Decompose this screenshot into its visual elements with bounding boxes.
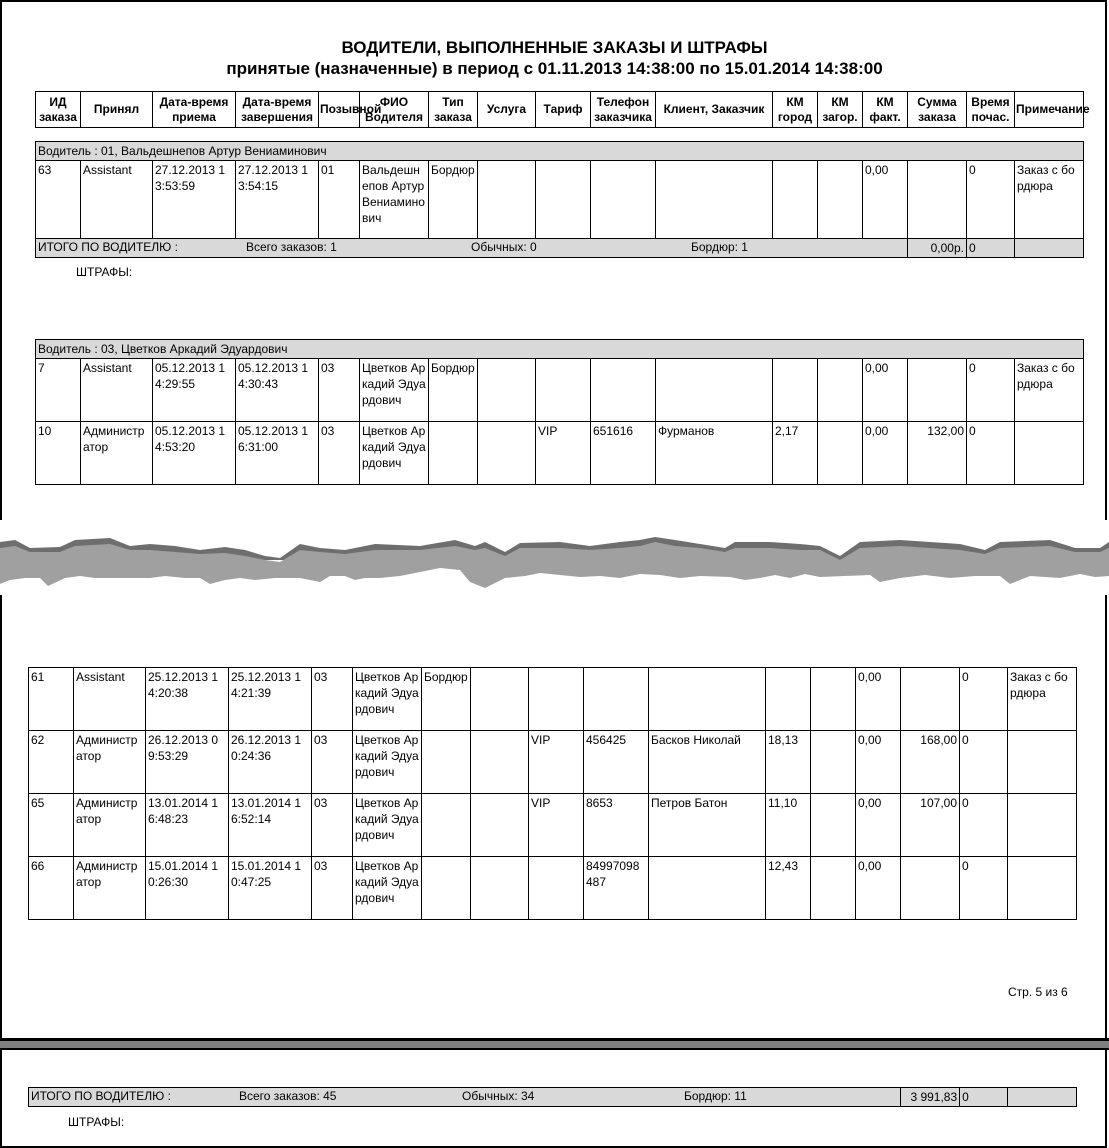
col-start: 05.12.2013 14:53:20 — [153, 422, 236, 485]
col-end: 13.01.2014 16:52:14 — [229, 794, 312, 857]
col-service — [471, 668, 529, 731]
col-sum: 132,00 — [908, 422, 967, 485]
header-col-id: ИД заказа — [36, 92, 81, 128]
col-hourly: 0 — [960, 731, 1008, 794]
header-col-phone: Телефон заказчика — [591, 92, 656, 128]
table-row — [36, 359, 1084, 422]
col-hourly: 0 — [960, 668, 1008, 731]
col-id: 62 — [29, 731, 74, 794]
col-km-fact: 0,00 — [856, 731, 901, 794]
header-col-end: Дата-время завершения — [236, 92, 319, 128]
col-end: 15.01.2014 10:47:25 — [229, 857, 312, 920]
col-sum: 107,00 — [901, 794, 960, 857]
driver-section-03 — [35, 339, 1084, 485]
col-client — [649, 668, 766, 731]
header-col-client: Клиент, Заказчик — [656, 92, 773, 128]
header-col-callsign: Позывной — [319, 92, 360, 128]
driver-03-total — [28, 1087, 1077, 1107]
total-regular: Обычных: 0 — [471, 240, 537, 254]
col-note: Заказ с бордюра — [1015, 161, 1084, 239]
col-callsign: 03 — [312, 731, 353, 794]
col-id: 66 — [29, 857, 74, 920]
col-hourly: 0 — [960, 857, 1008, 920]
col-id: 7 — [36, 359, 81, 422]
header-col-km-city: КМ город — [773, 92, 818, 128]
col-id: 10 — [36, 422, 81, 485]
col-km-out — [818, 161, 863, 239]
table-row — [36, 422, 1084, 485]
col-accepted: Assistant — [81, 161, 153, 239]
col-hourly: 0 — [967, 359, 1015, 422]
col-tariff — [536, 359, 591, 422]
col-km-out — [811, 794, 856, 857]
header-col-note: Примечание — [1015, 92, 1084, 128]
total-sum: 3 991,83 — [901, 1088, 960, 1107]
col-km-city: 2,17 — [773, 422, 818, 485]
col-km-out — [818, 359, 863, 422]
col-sum — [908, 161, 967, 239]
col-hourly: 0 — [967, 422, 1015, 485]
col-km-out — [811, 731, 856, 794]
table-row — [29, 857, 1077, 920]
col-client — [656, 161, 773, 239]
table-row — [29, 794, 1077, 857]
col-accepted: Администратор — [74, 857, 146, 920]
col-driver: Цветков Аркадий Эдуардович — [353, 794, 422, 857]
col-km-fact: 0,00 — [856, 857, 901, 920]
col-accepted: Assistant — [74, 668, 146, 731]
report-title: ВОДИТЕЛИ, ВЫПОЛНЕННЫЕ ЗАКАЗЫ И ШТРАФЫ — [341, 38, 768, 57]
driver-group-header: Водитель : 01, Вальдешнепов Артур Вениаминович — [36, 142, 1084, 161]
col-start: 27.12.2013 13:53:59 — [153, 161, 236, 239]
col-km-city: 12,43 — [766, 857, 811, 920]
col-note — [1015, 422, 1084, 485]
col-note: Заказ с бордюра — [1015, 359, 1084, 422]
col-km-fact: 0,00 — [863, 422, 908, 485]
col-driver: Цветков Аркадий Эдуардович — [353, 731, 422, 794]
col-start: 26.12.2013 09:53:29 — [146, 731, 229, 794]
col-km-city — [773, 359, 818, 422]
col-service — [471, 857, 529, 920]
total-hourly: 0 — [967, 239, 1015, 258]
fines-label: ШТРАФЫ: — [68, 1115, 125, 1129]
column-header-table — [35, 91, 1090, 128]
col-accepted: Assistant — [81, 359, 153, 422]
col-phone: 84997098487 — [584, 857, 649, 920]
col-callsign: 03 — [312, 857, 353, 920]
col-type: Бордюр — [429, 359, 478, 422]
page-number: Стр. 5 из 6 — [1008, 985, 1068, 999]
col-note: Заказ с бордюра — [1008, 668, 1077, 731]
col-callsign: 03 — [312, 668, 353, 731]
col-sum — [901, 857, 960, 920]
col-client: Фурманов — [656, 422, 773, 485]
total-orders: Всего заказов: 1 — [246, 240, 337, 254]
col-client — [656, 359, 773, 422]
col-phone — [584, 668, 649, 731]
col-km-fact: 0,00 — [863, 161, 908, 239]
col-phone: 651616 — [591, 422, 656, 485]
fines-label: ШТРАФЫ: — [76, 265, 133, 279]
col-note — [1008, 731, 1077, 794]
total-regular: Обычных: 34 — [462, 1089, 535, 1103]
col-end: 26.12.2013 10:24:36 — [229, 731, 312, 794]
col-type — [429, 422, 478, 485]
driver-group-header: Водитель : 03, Цветков Аркадий Эдуардович — [36, 340, 1084, 359]
col-hourly: 0 — [967, 161, 1015, 239]
table-row — [29, 668, 1077, 731]
col-note — [1008, 857, 1077, 920]
col-tariff: VIP — [529, 731, 584, 794]
col-service — [478, 422, 536, 485]
col-km-out — [818, 422, 863, 485]
col-service — [471, 731, 529, 794]
col-km-out — [811, 857, 856, 920]
col-client: Петров Батон — [649, 794, 766, 857]
total-label: ИТОГО ПО ВОДИТЕЛЮ : — [38, 240, 178, 254]
col-callsign: 01 — [319, 161, 360, 239]
page-tear-divider — [0, 520, 1109, 600]
total-label: ИТОГО ПО ВОДИТЕЛЮ : — [31, 1089, 171, 1103]
col-driver: Цветков Аркадий Эдуардович — [353, 668, 422, 731]
col-callsign: 03 — [312, 794, 353, 857]
total-sum: 0,00р. — [908, 239, 967, 258]
col-tariff: VIP — [536, 422, 591, 485]
col-km-out — [811, 668, 856, 731]
col-driver: Цветков Аркадий Эдуардович — [353, 857, 422, 920]
col-tariff — [536, 161, 591, 239]
col-tariff: VIP — [529, 794, 584, 857]
col-phone: 8653 — [584, 794, 649, 857]
header-col-accepted: Принял — [81, 92, 153, 128]
col-id: 61 — [29, 668, 74, 731]
col-type — [422, 794, 471, 857]
header-col-driver: ФИО Водителя — [360, 92, 429, 128]
total-curb: Бордюр: 1 — [691, 240, 748, 254]
col-start: 25.12.2013 14:20:38 — [146, 668, 229, 731]
col-accepted: Администратор — [74, 794, 146, 857]
col-phone: 456425 — [584, 731, 649, 794]
table-row — [36, 161, 1084, 239]
col-service — [471, 794, 529, 857]
col-start: 13.01.2014 16:48:23 — [146, 794, 229, 857]
col-km-city: 18,13 — [766, 731, 811, 794]
col-accepted: Администратор — [74, 731, 146, 794]
col-client — [649, 857, 766, 920]
col-client: Басков Николай — [649, 731, 766, 794]
col-sum — [901, 668, 960, 731]
col-id: 63 — [36, 161, 81, 239]
col-end: 27.12.2013 13:54:15 — [236, 161, 319, 239]
total-orders: Всего заказов: 45 — [239, 1089, 337, 1103]
col-tariff — [529, 857, 584, 920]
col-start: 15.01.2014 10:26:30 — [146, 857, 229, 920]
report-subtitle: принятые (назначенные) в период с 01.11.2013 14:38:00 по 15.01.2014 14:38:00 — [226, 59, 883, 78]
col-sum: 168,00 — [901, 731, 960, 794]
col-km-fact: 0,00 — [863, 359, 908, 422]
col-type: Бордюр — [422, 668, 471, 731]
col-id: 65 — [29, 794, 74, 857]
total-curb: Бордюр: 11 — [684, 1089, 747, 1103]
col-start: 05.12.2013 14:29:55 — [153, 359, 236, 422]
col-service — [478, 359, 536, 422]
col-type: Бордюр — [429, 161, 478, 239]
header-col-service: Услуга — [478, 92, 536, 128]
col-accepted: Администратор — [81, 422, 153, 485]
header-col-km-out: КМ загор. — [818, 92, 863, 128]
col-sum — [908, 359, 967, 422]
table-row — [29, 731, 1077, 794]
col-driver: Цветков Аркадий Эдуардович — [360, 422, 429, 485]
col-end: 05.12.2013 16:31:00 — [236, 422, 319, 485]
col-phone — [591, 161, 656, 239]
col-hourly: 0 — [960, 794, 1008, 857]
col-end: 05.12.2013 14:30:43 — [236, 359, 319, 422]
driver-section-03-continued — [28, 667, 1077, 920]
col-type — [422, 857, 471, 920]
header-col-sum: Сумма заказа — [908, 92, 967, 128]
col-end: 25.12.2013 14:21:39 — [229, 668, 312, 731]
total-hourly: 0 — [960, 1088, 1008, 1107]
col-callsign: 03 — [319, 359, 360, 422]
col-km-city: 11,10 — [766, 794, 811, 857]
col-type — [422, 731, 471, 794]
col-tariff — [529, 668, 584, 731]
col-phone — [591, 359, 656, 422]
col-callsign: 03 — [319, 422, 360, 485]
col-km-city — [766, 668, 811, 731]
col-note — [1008, 794, 1077, 857]
col-service — [478, 161, 536, 239]
driver-total-row — [36, 239, 1084, 258]
col-km-fact: 0,00 — [856, 668, 901, 731]
col-km-city — [773, 161, 818, 239]
header-col-tariff: Тариф — [536, 92, 591, 128]
col-driver: Цветков Аркадий Эдуардович — [360, 359, 429, 422]
col-km-fact: 0,00 — [856, 794, 901, 857]
driver-section-01 — [35, 141, 1084, 258]
driver-total-row — [29, 1088, 1077, 1107]
page-separator — [0, 1038, 1109, 1050]
header-col-km-fact: КМ факт. — [863, 92, 908, 128]
header-col-start: Дата-время приема — [153, 92, 236, 128]
header-col-hourly: Время почас. — [967, 92, 1015, 128]
header-col-type: Тип заказа — [429, 92, 478, 128]
col-driver: Вальдешнепов Артур Вениаминович — [360, 161, 429, 239]
